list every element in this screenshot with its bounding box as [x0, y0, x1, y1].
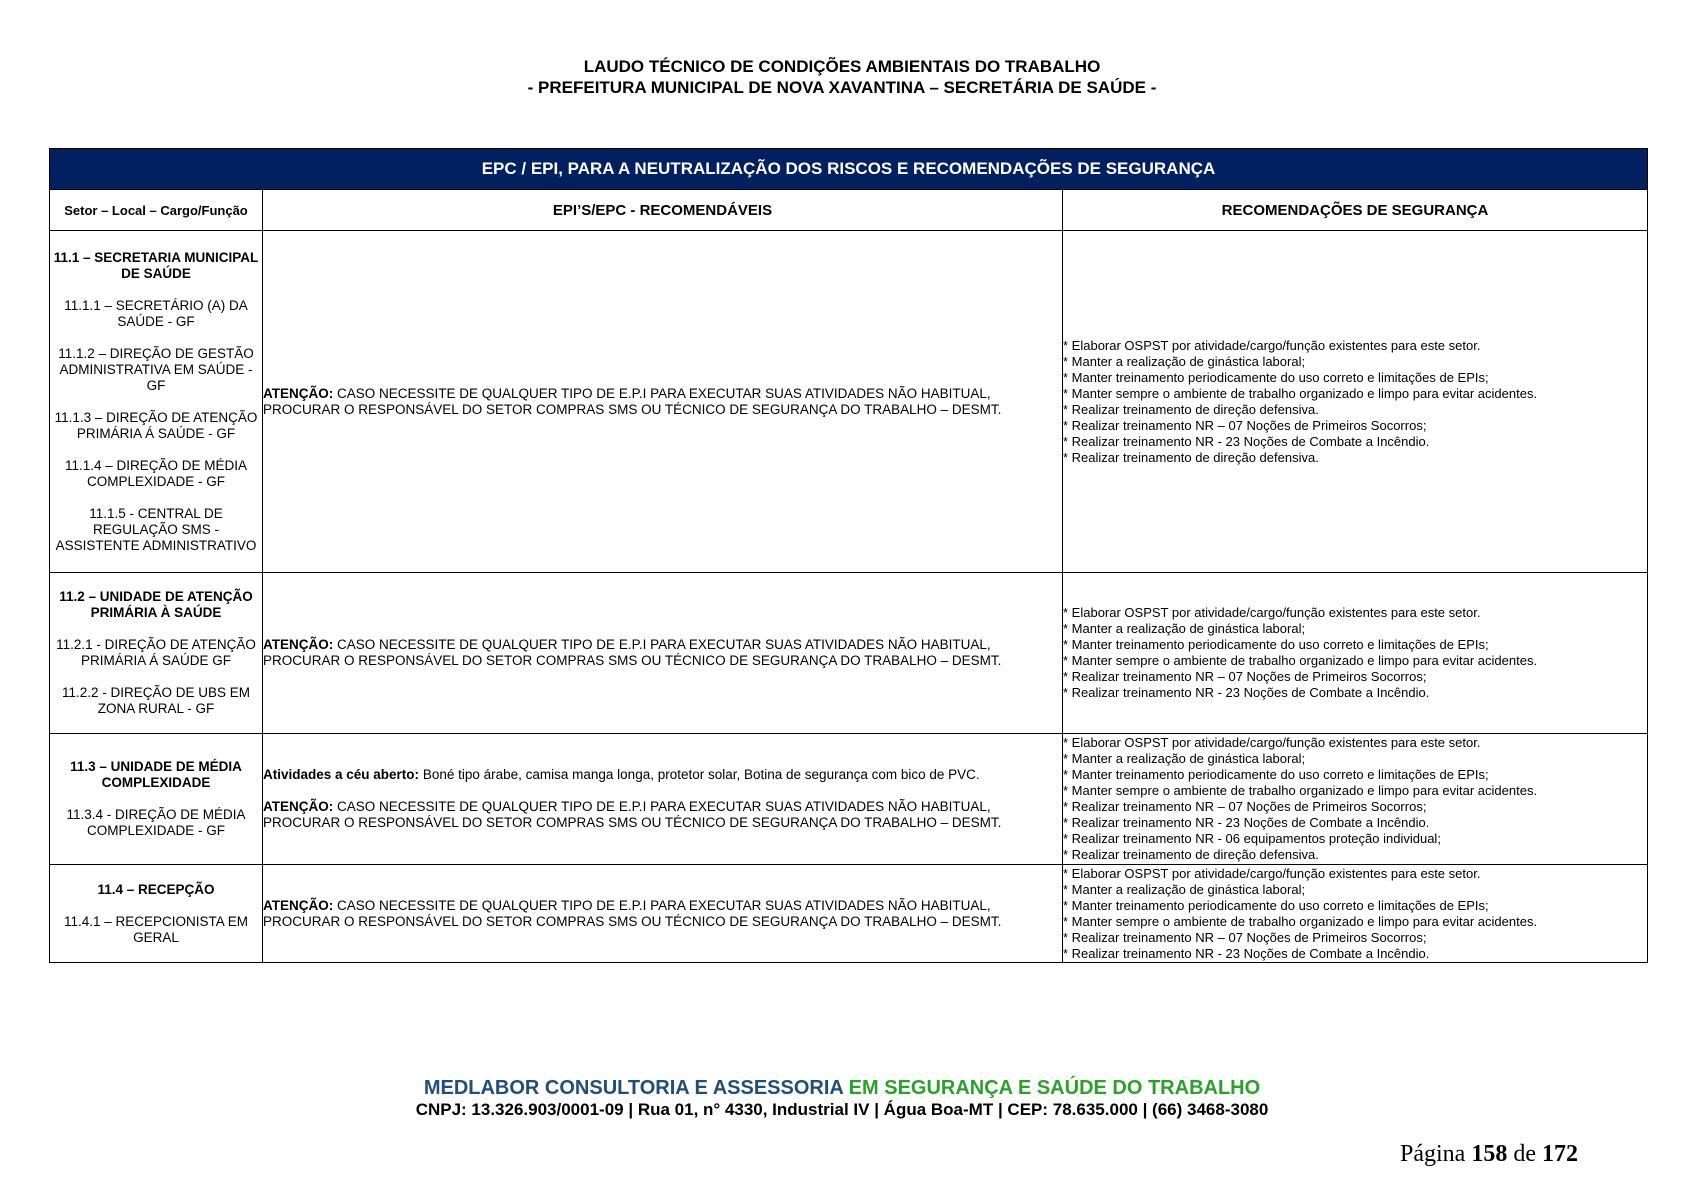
- sector-item: 11.3.4 - DIREÇÃO DE MÉDIA COMPLEXIDADE - GF: [66, 807, 246, 838]
- recommendation-item: * Manter sempre o ambiente de trabalho organizado e limpo para evitar acidentes.: [1063, 653, 1538, 668]
- page-current: 158: [1471, 1141, 1508, 1167]
- sector-cell: [50, 231, 263, 573]
- recommendation-item: * Manter treinamento periodicamente do uso correto e limitações de EPIs;: [1063, 767, 1489, 782]
- recommendation-item: * Manter sempre o ambiente de trabalho organizado e limpo para evitar acidentes.: [1063, 783, 1538, 798]
- sector-item: 11.1.3 – DIREÇÃO DE ATENÇÃO PRIMÁRIA Á SAÚDE - GF: [54, 409, 258, 441]
- page-number: [1400, 1141, 1578, 1168]
- sector-cell: [50, 865, 263, 963]
- epi-attention-label: ATENÇÃO:: [263, 385, 334, 401]
- document-subtitle: - PREFEITURA MUNICIPAL DE NOVA XAVANTINA – SECRETÁRIA DE SAÚDE -: [527, 78, 1157, 97]
- epi-attention-text: CASO NECESSITE DE QUALQUER TIPO DE E.P.I PARA EXECUTAR SUAS ATIVIDADES NÃO HABITUAL, PROCURAR O RESPONSÁVEL DO SETOR COMPRAS SMS OU TÉCNICO DE SEGURANÇA DO TRABALHO – DESMT.: [263, 385, 1002, 417]
- sector-cell: [50, 734, 263, 865]
- recommendations-cell: [1063, 865, 1648, 963]
- sector-title: 11.4 – RECEPÇÃO: [97, 881, 215, 897]
- column-header-recommendations: RECOMENDAÇÕES DE SEGURANÇA: [1063, 190, 1648, 231]
- recommendation-item: * Manter sempre o ambiente de trabalho organizado e limpo para evitar acidentes.: [1063, 385, 1538, 401]
- recommendation-item: * Manter a realização de ginástica laboral;: [1063, 353, 1306, 369]
- recommendation-item: * Manter treinamento periodicamente do uso correto e limitações de EPIs;: [1063, 369, 1489, 385]
- sector-item: 11.1.4 – DIREÇÃO DE MÉDIA COMPLEXIDADE - GF: [64, 457, 248, 489]
- company-name: [0, 1076, 1684, 1100]
- table-row: [50, 865, 1648, 963]
- table-row: [50, 734, 1648, 865]
- recommendation-item: * Elaborar OSPST por atividade/cargo/função existentes para este setor.: [1063, 337, 1481, 353]
- sector-item: 11.1.5 - CENTRAL DE REGULAÇÃO SMS - ASSISTENTE ADMINISTRATIVO: [55, 505, 257, 553]
- sector-item: 11.1.1 – SECRETÁRIO (A) DA SAÚDE - GF: [64, 297, 248, 329]
- recommendation-item: * Manter treinamento periodicamente do uso correto e limitações de EPIs;: [1063, 897, 1489, 913]
- recommendation-item: * Manter a realização de ginástica laboral;: [1063, 751, 1306, 766]
- table-row: [50, 573, 1648, 734]
- recommendation-item: * Realizar treinamento NR - 23 Noções de Combate a Incêndio.: [1063, 815, 1430, 830]
- recommendations-cell: [1063, 573, 1648, 734]
- page-total: 172: [1541, 1141, 1578, 1167]
- company-address: CNPJ: 13.326.903/0001-09 | Rua 01, n° 4330, Industrial IV | Água Boa-MT | CEP: 78.635.000 | (66) 3468-3080: [415, 1100, 1269, 1119]
- table-banner: EPC / EPI, PARA A NEUTRALIZAÇÃO DOS RISCOS E RECOMENDAÇÕES DE SEGURANÇA: [50, 149, 1648, 190]
- recommendation-item: * Realizar treinamento NR - 23 Noções de Combate a Incêndio.: [1063, 433, 1430, 449]
- recommendation-item: * Realizar treinamento NR - 06 equipamentos proteção individual;: [1063, 831, 1441, 846]
- recommendation-item: * Elaborar OSPST por atividade/cargo/função existentes para este setor.: [1063, 735, 1481, 750]
- sector-title: 11.3 – UNIDADE DE MÉDIA COMPLEXIDADE: [70, 759, 242, 790]
- sector-item: 11.2.1 - DIREÇÃO DE ATENÇÃO PRIMÁRIA Á SAÚDE GF: [56, 637, 256, 668]
- recommendations-cell: [1063, 231, 1648, 573]
- recommendation-item: * Realizar treinamento de direção defensiva.: [1063, 401, 1319, 417]
- outdoor-activities-text: Boné tipo árabe, camisa manga longa, protetor solar, Botina de segurança com bico de PVC.: [419, 767, 980, 782]
- sector-title: 11.1 – SECRETARIA MUNICIPAL DE SAÚDE: [53, 249, 259, 281]
- epi-cell: [263, 231, 1063, 573]
- epi-table: [49, 148, 1648, 963]
- recommendation-item: * Manter sempre o ambiente de trabalho organizado e limpo para evitar acidentes.: [1063, 913, 1538, 929]
- table-row: [50, 231, 1648, 573]
- outdoor-activities-label: Atividades a céu aberto:: [263, 767, 420, 782]
- company-name-blue: MEDLABOR CONSULTORIA E ASSESSORIA: [423, 1077, 844, 1099]
- sector-item: 11.1.2 – DIREÇÃO DE GESTÃO ADMINISTRATIVA EM SAÚDE - GF: [58, 345, 254, 393]
- epi-cell: [263, 734, 1063, 865]
- epi-attention-text: CASO NECESSITE DE QUALQUER TIPO DE E.P.I PARA EXECUTAR SUAS ATIVIDADES NÃO HABITUAL, PROCURAR O RESPONSÁVEL DO SETOR COMPRAS SMS OU TÉCNICO DE SEGURANÇA DO TRABALHO – DESMT.: [263, 799, 1002, 830]
- recommendation-item: * Manter treinamento periodicamente do uso correto e limitações de EPIs;: [1063, 637, 1489, 652]
- epi-attention-text: CASO NECESSITE DE QUALQUER TIPO DE E.P.I PARA EXECUTAR SUAS ATIVIDADES NÃO HABITUAL, PROCURAR O RESPONSÁVEL DO SETOR COMPRAS SMS OU TÉCNICO DE SEGURANÇA DO TRABALHO – DESMT.: [263, 897, 1002, 929]
- epi-attention-label: ATENÇÃO:: [263, 637, 334, 652]
- page-of: de: [1513, 1141, 1536, 1167]
- epi-cell: [263, 573, 1063, 734]
- recommendation-item: * Realizar treinamento NR – 07 Noções de Primeiros Socorros;: [1063, 669, 1427, 684]
- recommendation-item: * Manter a realização de ginástica laboral;: [1063, 621, 1306, 636]
- epi-attention-text: CASO NECESSITE DE QUALQUER TIPO DE E.P.I PARA EXECUTAR SUAS ATIVIDADES NÃO HABITUAL, PROCURAR O RESPONSÁVEL DO SETOR COMPRAS SMS OU TÉCNICO DE SEGURANÇA DO TRABALHO – DESMT.: [263, 637, 1002, 668]
- recommendation-item: * Realizar treinamento de direção defensiva.: [1063, 449, 1319, 465]
- sector-item: 11.4.1 – RECEPCIONISTA EM GERAL: [63, 913, 249, 945]
- sector-item: 11.2.2 - DIREÇÃO DE UBS EM ZONA RURAL - GF: [61, 685, 251, 716]
- recommendation-item: * Manter a realização de ginástica laboral;: [1063, 881, 1306, 897]
- sector-cell: [50, 573, 263, 734]
- column-header-epi: EPI’S/EPC - RECOMENDÁVEIS: [263, 190, 1063, 231]
- recommendation-item: * Realizar treinamento NR - 23 Noções de Combate a Incêndio.: [1063, 945, 1430, 961]
- epi-cell: [263, 865, 1063, 963]
- recommendation-item: * Realizar treinamento NR – 07 Noções de Primeiros Socorros;: [1063, 417, 1427, 433]
- recommendations-cell: [1063, 734, 1648, 865]
- recommendation-item: * Elaborar OSPST por atividade/cargo/função existentes para este setor.: [1063, 865, 1481, 881]
- recommendation-item: * Realizar treinamento NR – 07 Noções de Primeiros Socorros;: [1063, 929, 1427, 945]
- column-header-sector: Setor – Local – Cargo/Função: [50, 190, 263, 231]
- epi-attention-label: ATENÇÃO:: [263, 799, 334, 814]
- epi-attention-label: ATENÇÃO:: [263, 897, 334, 913]
- recommendation-item: * Realizar treinamento NR - 23 Noções de Combate a Incêndio.: [1063, 685, 1430, 700]
- recommendation-item: * Elaborar OSPST por atividade/cargo/função existentes para este setor.: [1063, 605, 1481, 620]
- recommendation-item: * Realizar treinamento NR – 07 Noções de Primeiros Socorros;: [1063, 799, 1427, 814]
- page-word: Página: [1400, 1141, 1466, 1167]
- document-title: LAUDO TÉCNICO DE CONDIÇÕES AMBIENTAIS DO TRABALHO: [583, 57, 1101, 76]
- sector-title: 11.2 – UNIDADE DE ATENÇÃO PRIMÁRIA À SAÚDE: [59, 589, 253, 620]
- company-name-green: EM SEGURANÇA E SAÚDE DO TRABALHO: [848, 1077, 1261, 1099]
- recommendation-item: * Realizar treinamento de direção defensiva.: [1063, 847, 1319, 862]
